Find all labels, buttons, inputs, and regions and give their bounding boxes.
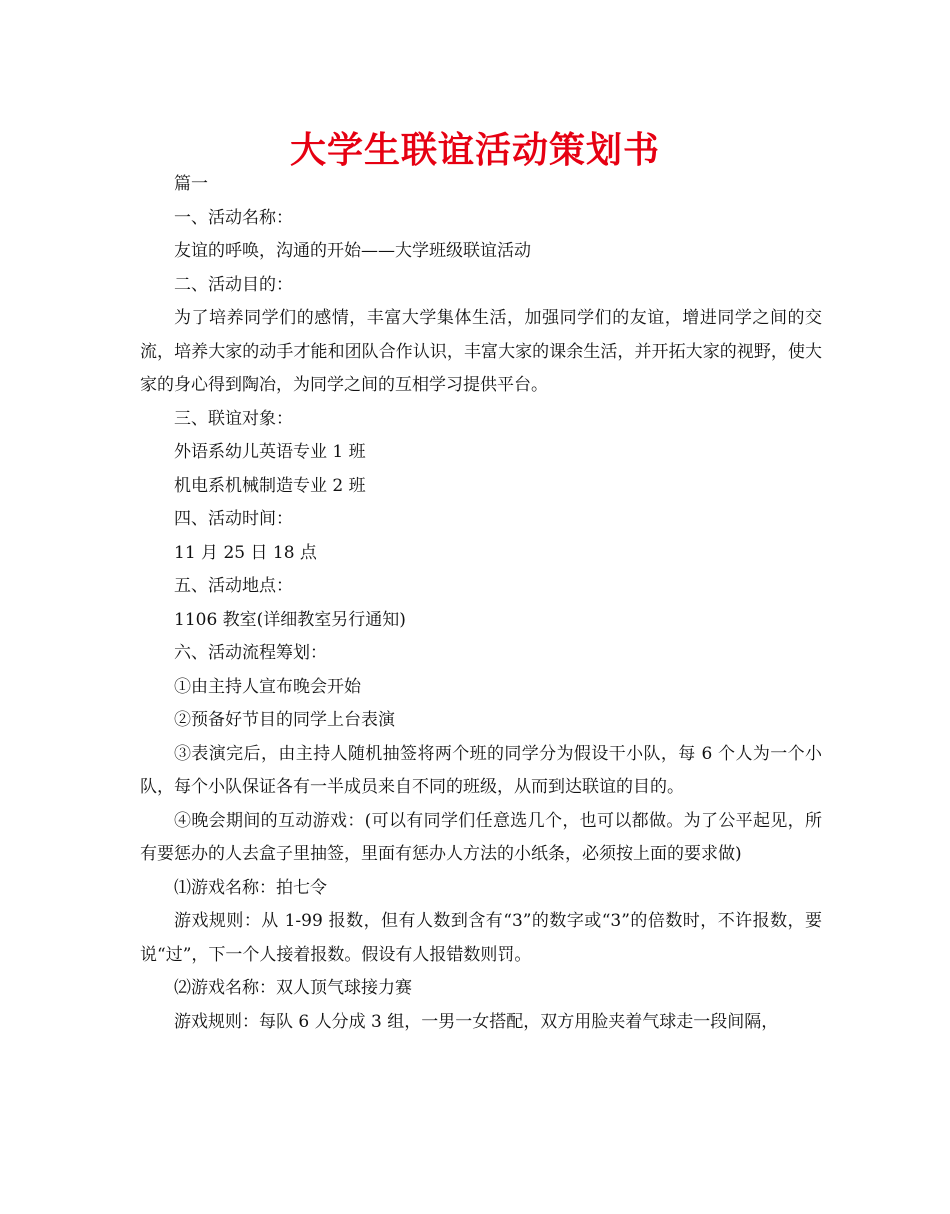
document-title: 大学生联谊活动策划书 [289, 130, 660, 171]
section-heading: 六、活动流程筹划： [174, 643, 327, 663]
section-heading: 一、活动名称： [174, 207, 293, 228]
list-item: ②预备好节目的同学上台表演 [174, 710, 395, 730]
paragraph: 篇一 [174, 174, 208, 194]
list-item: ⑵游戏名称：双人顶气球接力赛 [174, 978, 412, 998]
paragraph: 友谊的呼唤，沟通的开始——大学班级联谊活动 [174, 241, 531, 261]
section-heading: 二、活动目的： [174, 274, 293, 295]
paragraph: 游戏规则：每队 6 人分成 3 组，一男一女搭配，双方用脸夹着气球走一段间隔， [174, 1011, 779, 1032]
paragraph: 11 月 25 日 18 点 [174, 542, 317, 563]
section-heading: 三、联谊对象： [174, 408, 293, 429]
section-heading: 四、活动时间： [174, 509, 293, 529]
paragraph: 为了培养同学们的感情，丰富大学集体生活，加强同学们的友谊，增进同学之间的交流，培养大家的动手才能和团队合作认识，丰富大家的课余生活，并开拓大家的视野，使大家的身心得到陶冶，为同学之间的互相学习提供平台。 [140, 308, 822, 395]
paragraph: 游戏规则：从 1-99 报数，但有人数到含有“3”的数字或“3”的倍数时，不许报数，要说“过”，下一个人接着报数。假设有人报错数则罚。 [140, 911, 822, 965]
paragraph: 外语系幼儿英语专业 1 班 [174, 442, 366, 462]
list-item: ③表演完后，由主持人随机抽签将两个班的同学分为假设干小队，每 6 个人为一个小队，每个小队保证各有一半成员来自不同的班级，从而到达联谊的目的。 [140, 743, 822, 797]
list-item: ④晚会期间的互动游戏：(可以有同学们任意选几个，也可以都做。为了公平起见，所有要惩办的人去盒子里抽签，里面有惩办人方法的小纸条，必须按上面的要求做) [140, 810, 822, 864]
document-body [140, 168, 822, 1039]
list-item: ①由主持人宣布晚会开始 [174, 676, 361, 697]
section-heading: 五、活动地点： [174, 576, 293, 596]
list-item: ⑴游戏名称：拍七令 [174, 877, 327, 898]
paragraph: 机电系机械制造专业 2 班 [174, 475, 366, 496]
paragraph: 1106 教室(详细教室另行通知) [174, 609, 406, 630]
